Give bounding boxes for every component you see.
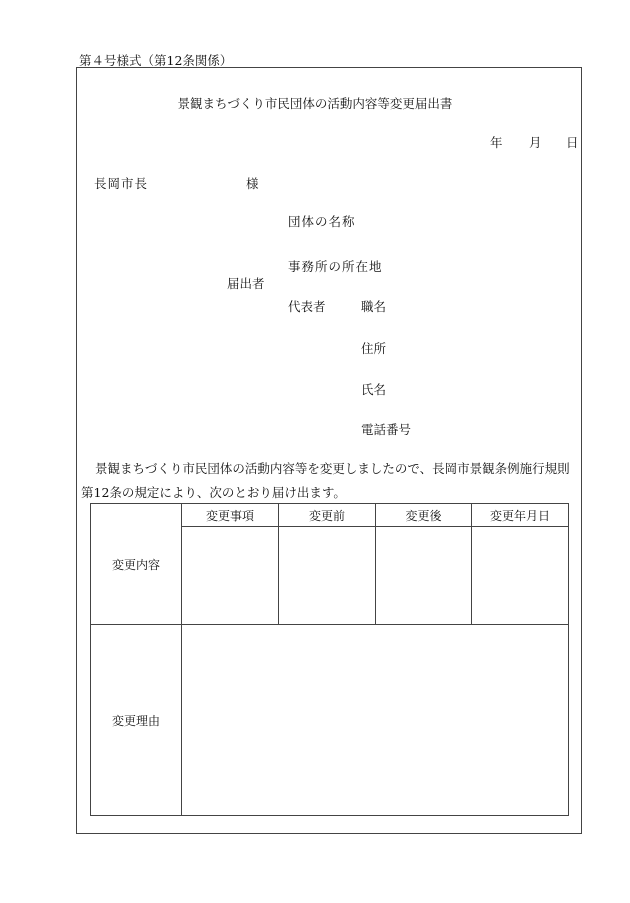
notifier-label: 届出者 <box>227 276 265 291</box>
table-header-row <box>91 504 569 527</box>
header-change-date: 変更年月日 <box>472 504 569 527</box>
change-item-input[interactable] <box>182 527 279 625</box>
header-before: 変更前 <box>279 504 376 527</box>
statement-line-2: 第12条の規定により、次のとおり届け出ます。 <box>81 485 346 500</box>
representative-label: 代表者 <box>288 299 326 314</box>
header-change-item: 変更事項 <box>182 504 279 527</box>
statement-line-1: 景観まちづくり市民団体の活動内容等を変更しましたので、長岡市景観条例施行規則 <box>95 461 570 476</box>
date-day-label: 日 <box>566 135 579 150</box>
header-after: 変更後 <box>376 504 472 527</box>
org-name-label: 団体の名称 <box>288 214 356 229</box>
change-table <box>90 503 569 816</box>
change-date-input[interactable] <box>472 527 569 625</box>
office-address-label: 事務所の所在地 <box>288 259 383 274</box>
date-month-label: 月 <box>529 135 542 150</box>
name-label: 氏名 <box>361 382 387 397</box>
form-title: 景観まちづくり市民団体の活動内容等変更届出書 <box>177 96 453 111</box>
after-input[interactable] <box>376 527 472 625</box>
before-input[interactable] <box>279 527 376 625</box>
change-reason-input[interactable] <box>182 625 569 816</box>
notification-statement <box>81 457 575 505</box>
phone-label: 電話番号 <box>361 422 412 437</box>
change-contents-label: 変更内容 <box>91 504 182 625</box>
addressee-honorific: 様 <box>246 176 259 191</box>
date-year-label: 年 <box>490 135 503 150</box>
change-reason-label: 変更理由 <box>91 625 182 816</box>
table-row <box>91 625 569 816</box>
form-number: 第４号様式（第12条関係） <box>79 53 233 68</box>
address-label: 住所 <box>361 341 387 356</box>
addressee-name: 長岡市長 <box>94 176 149 191</box>
position-label: 職名 <box>361 299 387 314</box>
